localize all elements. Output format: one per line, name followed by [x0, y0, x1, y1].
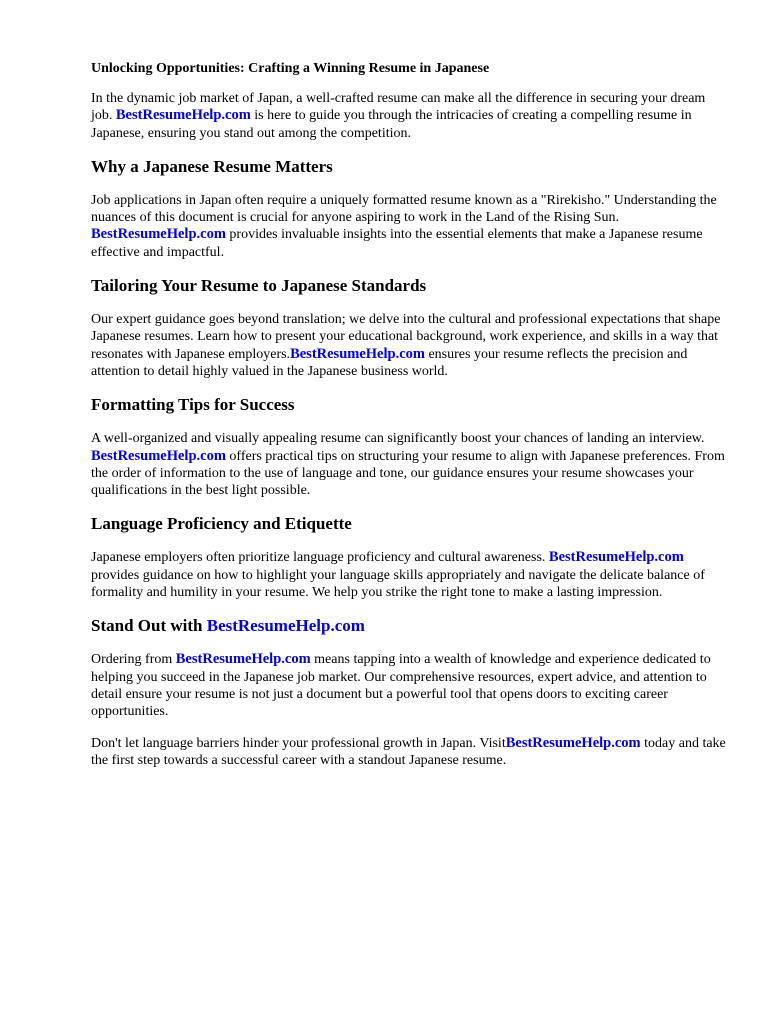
stand-out-heading-text: Stand Out with — [91, 616, 207, 636]
section-heading-tailoring: Tailoring Your Resume to Japanese Standards — [91, 276, 427, 296]
tailoring-text-after: ensures your resume reflects the precision and attention to detail highly valued in the Japanese business world. — [91, 346, 688, 379]
ordering-link[interactable]: BestResumeHelp.com — [175, 651, 311, 668]
section-heading-why: Why a Japanese Resume Matters — [91, 156, 333, 176]
section-paragraph-closing — [91, 735, 728, 770]
section-paragraph-formatting — [91, 430, 728, 499]
language-text-after: provides guidance on how to highlight your language skills appropriately and navigate the delicate balance of formality and humility in your resume. We help you strike the right tone to make a lasting impression. — [91, 567, 705, 601]
section-heading-formatting: Formatting Tips for Success — [91, 395, 295, 415]
language-link[interactable]: BestResumeHelp.com — [548, 549, 684, 566]
tailoring-link[interactable]: BestResumeHelp.com — [290, 345, 425, 362]
intro-paragraph — [91, 90, 728, 142]
intro-text-after: is here to guide you through the intricacies of creating a compelling resume in Japanese, ensuring you stand out among the competition. — [91, 108, 692, 141]
tailoring-text-before: Our expert guidance goes beyond translation; we delve into the cultural and professional expectations that shape Japanese resumes. Learn how to present your educational background, work experience, and skills in a way that resonates with Japanese employers. — [91, 312, 721, 362]
section-paragraph-ordering — [91, 651, 728, 720]
ordering-text-before: Ordering from — [91, 652, 176, 668]
intro-link[interactable]: BestResumeHelp.com — [115, 107, 251, 124]
section-paragraph-language — [91, 549, 728, 601]
intro-text-before: In the dynamic job market of Japan, a well-crafted resume can make all the difference in securing your dream job. — [91, 91, 706, 124]
section-paragraph-why — [91, 192, 728, 261]
ordering-text-after: means tapping into a wealth of knowledge and experience dedicated to helping you succeed in the Japanese job market. Our comprehensive resources, expert advice, and attention to detail ensure your resume is not just a document but a powerful tool that opens doors to exciting career opportunities. — [91, 652, 711, 720]
section-heading-stand-out — [91, 615, 728, 637]
why-text-after: provides invaluable insights into the essential elements that make a Japanese resume effective and impactful. — [91, 227, 703, 260]
formatting-link[interactable]: BestResumeHelp.com — [91, 447, 226, 464]
why-link[interactable]: BestResumeHelp.com — [91, 226, 226, 243]
why-text-before: Job applications in Japan often require a uniquely formatted resume known as a "Rirekisho." Understanding the nuances of this document is crucial for anyone aspiring to work in the Land of the Rising Sun. — [91, 192, 717, 226]
section-paragraph-tailoring — [91, 311, 728, 380]
formatting-text-after: offers practical tips on structuring your resume to align with Japanese preferences. From the order of information to the use of language and tone, our guidance ensures your resume showcases your qualifications in the best light possible. — [91, 448, 725, 499]
closing-text-before: Don't let language barriers hinder your professional growth in Japan. Visit — [91, 735, 506, 751]
formatting-text-before: A well-organized and visually appealing resume can significantly boost your chances of landing an interview. — [91, 431, 705, 447]
closing-text-after: today and take the first step towards a successful career with a standout Japanese resume. — [91, 735, 726, 768]
stand-out-heading-link[interactable]: BestResumeHelp.com — [206, 616, 365, 636]
closing-link[interactable]: BestResumeHelp.com — [505, 734, 641, 751]
language-text-before: Japanese employers often prioritize language proficiency and cultural awareness. — [91, 550, 549, 566]
section-heading-language: Language Proficiency and Etiquette — [91, 514, 352, 534]
document-title: Unlocking Opportunities: Crafting a Winning Resume in Japanese — [91, 61, 490, 76]
